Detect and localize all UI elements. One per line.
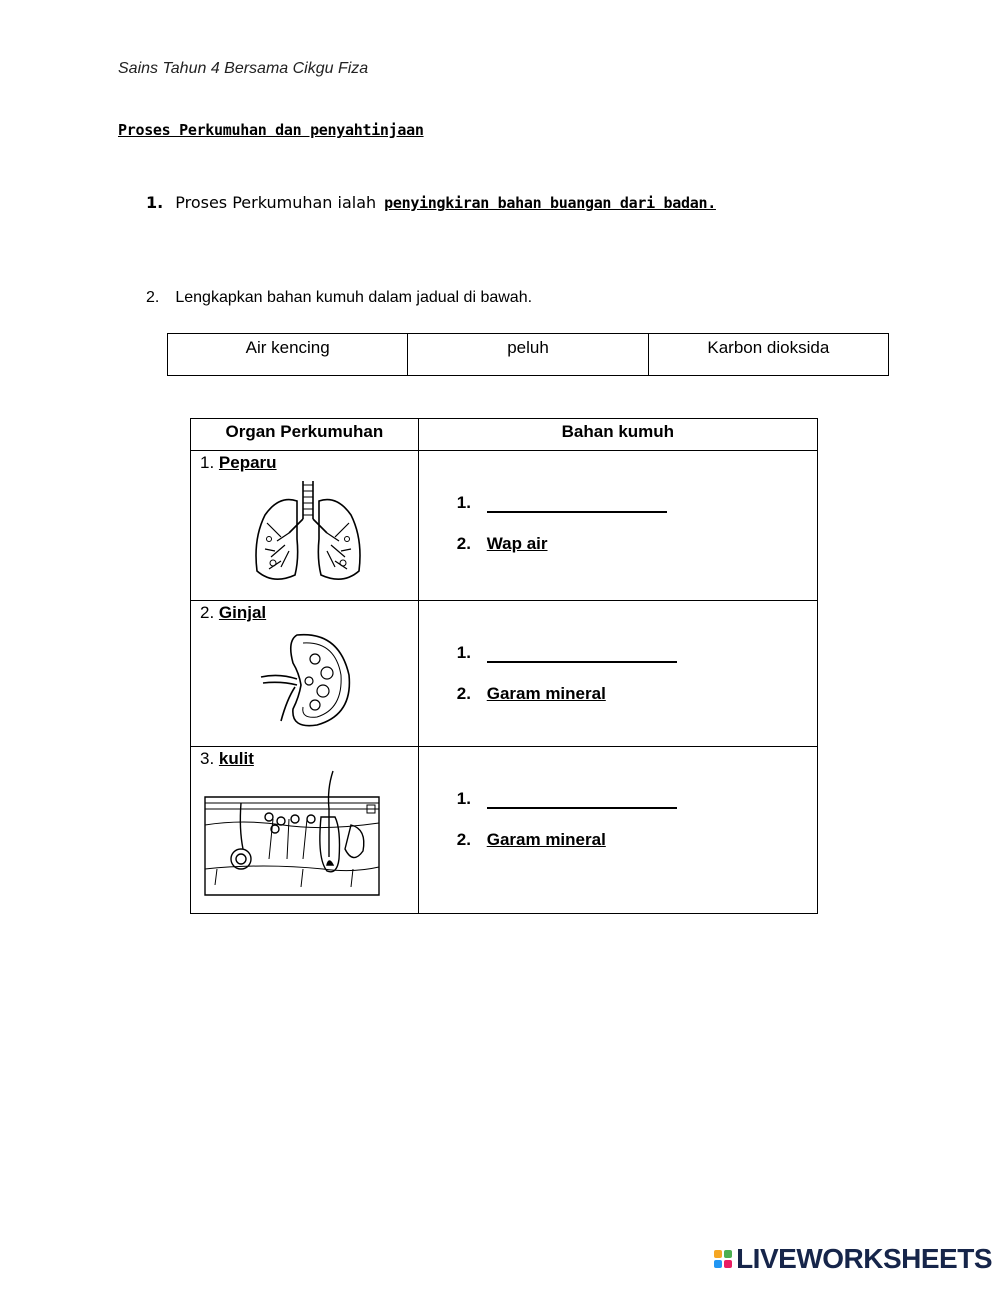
lungs-icon (253, 479, 363, 591)
kidney-icon (257, 629, 357, 729)
organ-table (190, 418, 818, 914)
answer-blank[interactable] (487, 647, 677, 663)
header-organ: Organ Perkumuhan (191, 419, 419, 451)
question-2-text: Lengkapkan bahan kumuh dalam jadual di bawah. (175, 289, 533, 306)
organ-label: 2. Ginjal (200, 603, 267, 622)
waste-item-2: 2. Wap air (456, 534, 548, 553)
organ-cell (191, 451, 419, 601)
waste-item-1: 1. (457, 643, 677, 663)
word-bank-item[interactable]: Karbon dioksida (648, 334, 888, 376)
header-waste: Bahan kumuh (418, 419, 817, 451)
waste-cell (418, 747, 817, 914)
organ-cell (191, 601, 419, 747)
liveworksheets-logo (714, 1243, 992, 1275)
question-1-answer: penyingkiran bahan buangan dari badan. (384, 194, 716, 212)
question-1-text: Proses Perkumuhan ialah (175, 193, 377, 212)
waste-item-2: 2. Garam mineral (456, 684, 606, 703)
answer-blank[interactable] (487, 793, 677, 809)
question-1-number: 1. (146, 193, 164, 212)
word-bank-item[interactable]: peluh (408, 334, 648, 376)
waste-cell (418, 601, 817, 747)
table-row (191, 451, 818, 601)
word-bank-table (167, 333, 889, 376)
table-row (191, 601, 818, 747)
word-bank-item[interactable]: Air kencing (168, 334, 408, 376)
worksheet-title: Proses Perkumuhan dan penyahtinjaan (118, 121, 424, 139)
organ-label: 3. kulit (200, 749, 254, 768)
waste-item-2: 2. Garam mineral (456, 830, 606, 849)
question-2 (146, 289, 532, 307)
organ-cell (191, 747, 419, 914)
waste-item-1: 1. (457, 789, 677, 809)
waste-item-1: 1. (457, 493, 667, 513)
question-1 (146, 193, 716, 212)
table-row (191, 747, 818, 914)
logo-text: LIVEWORKSHEETS (736, 1243, 992, 1274)
waste-cell (418, 451, 817, 601)
question-2-number: 2. (146, 289, 160, 306)
organ-label: 1. Peparu (200, 453, 277, 472)
answer-blank[interactable] (487, 497, 667, 513)
page-header: Sains Tahun 4 Bersama Cikgu Fiza (118, 60, 369, 77)
skin-icon (203, 769, 381, 899)
logo-icon (714, 1250, 732, 1268)
